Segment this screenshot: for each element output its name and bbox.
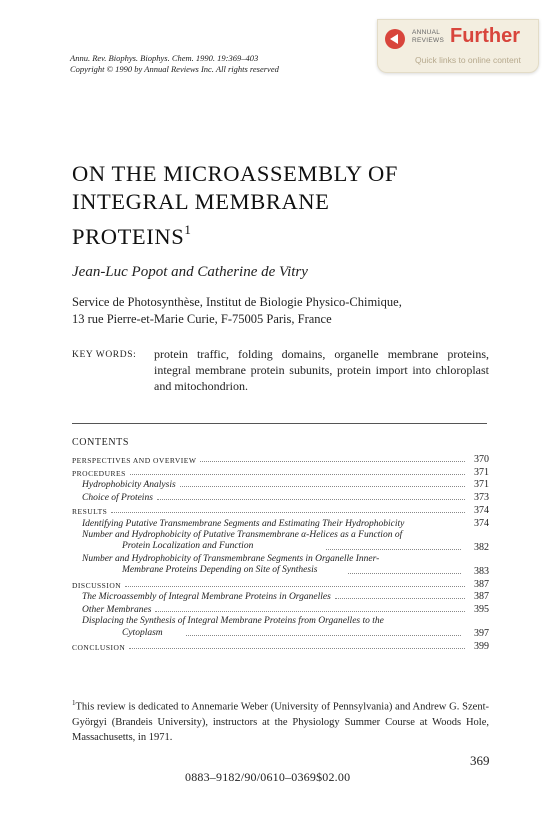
page-number: 369 bbox=[470, 753, 490, 768]
leader-dots bbox=[157, 499, 465, 500]
leader-dots bbox=[186, 635, 461, 636]
toc-page: 371 bbox=[474, 466, 489, 478]
leader-dots bbox=[129, 648, 465, 649]
toc-entry[interactable]: Hydrophobicity Analysis 371 bbox=[82, 479, 489, 491]
toc-entry[interactable]: Displacing the Synthesis of Integral Membrane Proteins from Organelles to the Cytoplasm 397 bbox=[82, 616, 489, 640]
toc-page: 373 bbox=[474, 492, 489, 504]
leader-dots bbox=[130, 474, 465, 475]
toc-page: 387 bbox=[474, 591, 489, 603]
back-arrow-icon bbox=[385, 29, 405, 49]
toc-page: 395 bbox=[474, 604, 489, 616]
toc-entry[interactable]: Number and Hydrophobicity of Transmembrane Segments in Organelle Inner- Membrane Proteins Depending on Site of Synthesis 383 bbox=[82, 553, 489, 577]
toc-page: 374 bbox=[474, 504, 489, 516]
further-badge[interactable] bbox=[377, 19, 539, 73]
keywords-text: protein traffic, folding domains, organelle membrane proteins, integral membrane protein subunits, protein import into chloroplast and mitochondrion. bbox=[154, 347, 489, 393]
issn-line: 0883–9182/90/0610–0369$02.00 bbox=[185, 770, 351, 784]
toc-page: 399 bbox=[474, 640, 489, 652]
footnote-mark: 1 bbox=[72, 699, 76, 707]
toc-entry[interactable]: PROCEDURES 371 bbox=[72, 466, 489, 478]
copyright-line: Copyright © 1990 by Annual Reviews Inc. All rights reserved bbox=[70, 64, 279, 74]
toc-entry[interactable]: DISCUSSION 387 bbox=[72, 578, 489, 590]
contents-heading: CONTENTS bbox=[72, 437, 130, 448]
toc-entry[interactable]: Other Membranes 395 bbox=[82, 604, 489, 616]
toc-entry[interactable]: Number and Hydrophobicity of Putative Transmembrane α-Helices as a Function of Protein Localization and Function 382 bbox=[82, 529, 489, 553]
toc-entry[interactable]: Identifying Putative Transmembrane Segments and Estimating Their Hydrophobicity 374 bbox=[82, 517, 489, 529]
table-of-contents bbox=[72, 452, 489, 652]
affiliation: Service de Photosynthèse, Institut de Biologie Physico-Chimique, 13 rue Pierre-et-Marie Curie, F-75005 Paris, France bbox=[72, 295, 402, 326]
leader-dots bbox=[335, 598, 465, 599]
leader-dots bbox=[348, 573, 461, 574]
toc-page: 382 bbox=[474, 541, 489, 553]
toc-entry[interactable]: The Microassembly of Integral Membrane Proteins in Organelles 387 bbox=[82, 591, 489, 603]
leader-dots bbox=[200, 461, 465, 462]
keywords-label: KEY WORDS: bbox=[72, 350, 137, 360]
leader-dots bbox=[155, 611, 465, 612]
article-title bbox=[72, 160, 398, 251]
title-line: ON THE MICROASSEMBLY OF bbox=[72, 161, 398, 186]
journal-citation bbox=[70, 53, 279, 75]
toc-entry[interactable]: Choice of Proteins 373 bbox=[82, 492, 489, 504]
toc-entry[interactable]: PERSPECTIVES AND OVERVIEW 370 bbox=[72, 453, 489, 465]
badge-subtitle: Quick links to online content bbox=[415, 55, 521, 65]
title-footnote-mark[interactable]: 1 bbox=[184, 222, 192, 237]
toc-entry[interactable]: CONCLUSION 399 bbox=[72, 640, 489, 652]
toc-page: 387 bbox=[474, 578, 489, 590]
toc-page: 383 bbox=[474, 565, 489, 577]
journal-citation-line: Annu. Rev. Biophys. Biophys. Chem. 1990. 19:369–403 bbox=[70, 53, 259, 63]
authors: Jean-Luc Popot and Catherine de Vitry bbox=[72, 264, 308, 280]
title-line: PROTEINS$^1$ bbox=[72, 222, 192, 249]
toc-page: 397 bbox=[474, 628, 489, 640]
leader-dots bbox=[326, 549, 461, 550]
divider bbox=[72, 423, 487, 424]
toc-page: 371 bbox=[474, 479, 489, 491]
footnote-text: This review is dedicated to Annemarie Weber (University of Pennsylvania) and Andrew G. Szent-Györgyi (Brandeis University), instructors at the Physiology Summer Course at Woods Hole, Massachusetts, in 1971. bbox=[72, 701, 489, 743]
badge-publisher-label: ANNUAL REVIEWS bbox=[412, 29, 445, 44]
leader-dots bbox=[180, 486, 465, 487]
leader-dots bbox=[125, 586, 465, 587]
title-line: INTEGRAL MEMBRANE bbox=[72, 189, 330, 214]
leader-dots bbox=[111, 512, 465, 513]
badge-further-label: Further bbox=[450, 25, 520, 47]
toc-page: 374 bbox=[474, 517, 489, 529]
toc-entry[interactable]: RESULTS 374 bbox=[72, 504, 489, 516]
footnote bbox=[72, 696, 489, 745]
toc-page: 370 bbox=[474, 453, 489, 465]
